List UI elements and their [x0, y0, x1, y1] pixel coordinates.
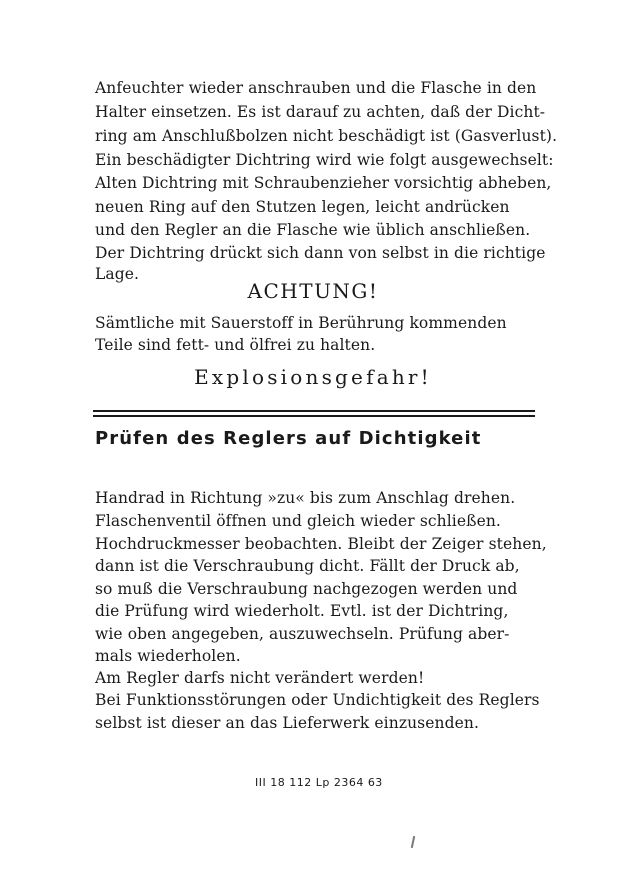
text-line: Am Regler darfs nicht verändert werden!	[95, 669, 425, 687]
text-line: dann ist die Verschraubung dicht. Fällt der Druck ab,	[95, 557, 520, 575]
text-line: Hochdruckmesser beobachten. Bleibt der Zeiger stehen,	[95, 535, 547, 553]
text-line: Halter einsetzen. Es ist darauf zu achten, daß der Dicht-	[95, 103, 546, 121]
text-line: Alten Dichtring mit Schraubenzieher vorsichtig abheben,	[95, 174, 552, 192]
text-line: so muß die Verschraubung nachgezogen werden und	[95, 580, 518, 598]
text-line: ring am Anschlußbolzen nicht beschädigt ist (Gasverlust).	[95, 127, 558, 145]
text-line: Teile sind fett- und ölfrei zu halten.	[95, 336, 376, 354]
text-line: mals wiederholen.	[95, 647, 241, 665]
text-line: Bei Funktionsstörungen oder Undichtigkeit des Reglers	[95, 691, 540, 709]
divider-top	[93, 410, 535, 412]
text-line: Lage.	[95, 265, 140, 283]
warning-title: ACHTUNG!	[247, 279, 379, 303]
print-code: III 18 112 Lp 2364 63	[255, 776, 383, 789]
divider-bottom	[93, 415, 535, 417]
section-heading: Prüfen des Reglers auf Dichtigkeit	[95, 428, 482, 449]
explosion-warning: Explosionsgefahr!	[194, 365, 432, 389]
text-line: neuen Ring auf den Stutzen legen, leicht andrücken	[95, 198, 510, 216]
text-line: Ein beschädigter Dichtring wird wie folgt ausgewechselt:	[95, 151, 554, 169]
text-line: und den Regler an die Flasche wie üblich anschließen.	[95, 221, 531, 239]
text-line: Sämtliche mit Sauerstoff in Berührung kommenden	[95, 314, 507, 332]
text-line: Flaschenventil öffnen und gleich wieder schließen.	[95, 512, 501, 530]
text-line: die Prüfung wird wiederholt. Evtl. ist der Dichtring,	[95, 602, 509, 620]
text-line: Anfeuchter wieder anschrauben und die Flasche in den	[95, 79, 537, 97]
text-line: selbst ist dieser an das Lieferwerk einzusenden.	[95, 714, 479, 732]
text-line: Handrad in Richtung »zu« bis zum Anschlag drehen.	[95, 489, 516, 507]
text-line: Der Dichtring drückt sich dann von selbst in die richtige	[95, 244, 546, 262]
scan-mark	[411, 836, 415, 848]
text-line: wie oben angegeben, auszuwechseln. Prüfung aber-	[95, 625, 510, 643]
